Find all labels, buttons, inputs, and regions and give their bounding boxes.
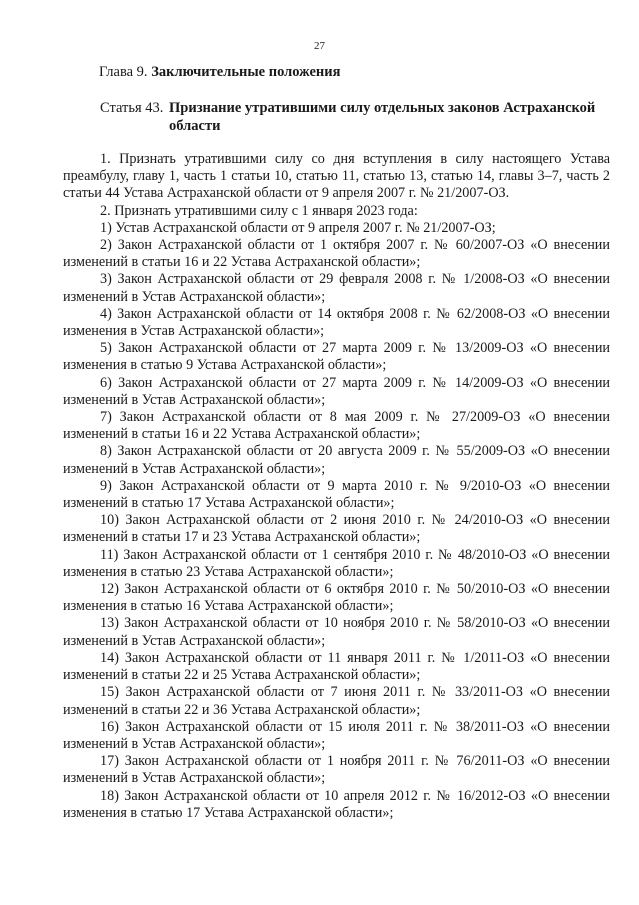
page-number: 27	[314, 40, 325, 52]
list-item: 17) Закон Астраханской области от 1 ноября 2011 г. № 76/2011-ОЗ «О внесении изменений в Устав Астраханской области»;	[63, 753, 610, 787]
list-item: 14) Закон Астраханской области от 11 января 2011 г. № 1/2011-ОЗ «О внесении изменений в статьи 22 и 25 Устава Астраханской области»;	[63, 649, 610, 684]
list-item: 2) Закон Астраханской области от 1 октября 2007 г. № 60/2007-ОЗ «О внесении изменений в статьи 16 и 22 Устава Астраханской области»;	[63, 237, 610, 271]
article-title: Признание утратившими силу отдельных законов Астраханской области	[169, 100, 596, 134]
list-item: 9) Закон Астраханской области от 9 марта 2010 г. № 9/2010-ОЗ «О внесении изменений в статью 17 Устава Астраханской области»;	[63, 477, 610, 512]
chapter-title: Заключительные положения	[151, 64, 341, 80]
list-item: 6) Закон Астраханской области от 27 марта 2009 г. № 14/2009-ОЗ «О внесении изменений в Устав Астраханской области»;	[63, 374, 610, 408]
list-item: 10) Закон Астраханской области от 2 июня 2010 г. № 24/2010-ОЗ «О внесении изменений в статьи 17 и 23 Устава Астраханской области»;	[63, 512, 610, 546]
article-heading	[100, 99, 620, 135]
list-item: 3) Закон Астраханской области от 29 февраля 2008 г. № 1/2008-ОЗ «О внесении изменений в Устав Астраханской области»;	[63, 271, 610, 305]
paragraph: 2. Признать утратившими силу с 1 января 2023 года:	[100, 202, 418, 219]
paragraph: 1. Признать утратившими силу со дня вступления в силу настоящего Устава преамбулу, главу 1, часть 1 статьи 10, статью 11, статью 13, статью 14, главы 3–7, часть 2 статьи 44 Устава Астраханской области от 9 апреля 2007 г. № 21/2007-ОЗ.	[63, 151, 610, 202]
list-item: 5) Закон Астраханской области от 27 марта 2009 г. № 13/2009-ОЗ «О внесении изменения в статью 9 Устава Астраханской области»;	[63, 340, 610, 374]
list-item: 12) Закон Астраханской области от 6 октября 2010 г. № 50/2010-ОЗ «О внесении изменения в статью 16 Устава Астраханской области»;	[63, 581, 610, 615]
list-item: 7) Закон Астраханской области от 8 мая 2009 г. № 27/2009-ОЗ «О внесении изменений в статьи 16 и 22 Устава Астраханской области»;	[63, 409, 610, 443]
list-item: 1) Устав Астраханской области от 9 апреля 2007 г. № 21/2007-ОЗ;	[100, 219, 496, 236]
list-item: 8) Закон Астраханской области от 20 августа 2009 г. № 55/2009-ОЗ «О внесении изменений в Устав Астраханской области»;	[63, 443, 610, 477]
article-label: Статья 43.	[100, 100, 164, 116]
article-body	[63, 151, 610, 822]
list-item: 13) Закон Астраханской области от 10 ноября 2010 г. № 58/2010-ОЗ «О внесении изменений в Устав Астраханской области»;	[63, 615, 610, 649]
list-item: 11) Закон Астраханской области от 1 сентября 2010 г. № 48/2010-ОЗ «О внесении изменения в статью 23 Устава Астраханской области»;	[63, 546, 610, 580]
chapter-heading	[99, 63, 341, 81]
chapter-label: Глава 9.	[99, 64, 148, 80]
list-item: 16) Закон Астраханской области от 15 июля 2011 г. № 38/2011-ОЗ «О внесении изменений в Устав Астраханской области»;	[63, 718, 610, 752]
list-item: 4) Закон Астраханской области от 14 октября 2008 г. № 62/2008-ОЗ «О внесении изменения в Устав Астраханской области»;	[63, 305, 610, 340]
list-item: 18) Закон Астраханской области от 10 апреля 2012 г. № 16/2012-ОЗ «О внесении изменения в статью 17 Устава Астраханской области»;	[63, 787, 610, 821]
list-item: 15) Закон Астраханской области от 7 июня 2011 г. № 33/2011-ОЗ «О внесении изменений в статьи 22 и 36 Устава Астраханской области»;	[63, 684, 610, 718]
